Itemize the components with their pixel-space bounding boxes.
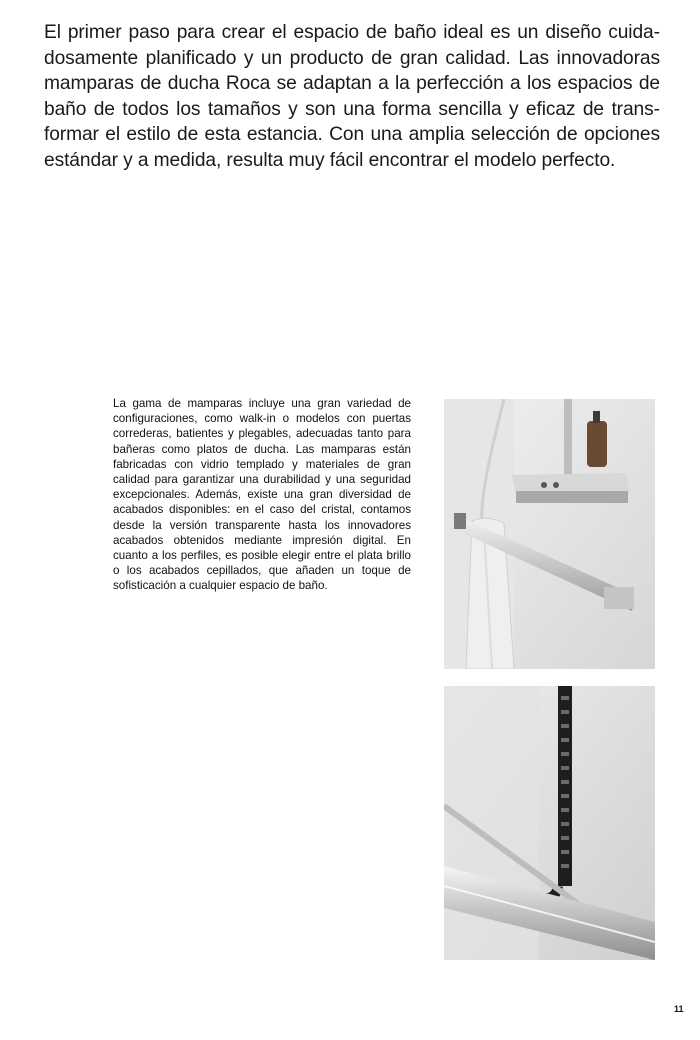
photo-shower-shelf-towel-bar	[444, 399, 655, 669]
photo-glass-panel-profile	[444, 686, 655, 960]
page-number: 11	[674, 1004, 684, 1014]
intro-paragraph: El primer paso para crear el espacio de baño ideal es un diseño cuidadosamente planificado y un producto de gran calidad. Las innovadoras mamparas de ducha Roca se adaptan a la perfección a los espacios de baño de todos los tamaños y son una forma sencilla y eficaz de transformar el estilo de esta estancia. Con una amplia selección de opciones estándar y a medida, resulta muy fácil encontrar el modelo perfecto.	[44, 22, 660, 171]
body-paragraph: La gama de mamparas incluye una gran variedad de configuraciones, como walk-in o modelos con puertas correderas, batientes y plegables, adecuadas tanto para bañeras como platos de ducha. Las mamparas están fabricadas con vidrio templado y materiales de gran calidad para garantizar una durabilidad y una seguridad excepcionales. Además, existe una gran diversidad de acabados disponibles: en el caso del cristal, contamos desde la versión transparente hasta los innovadores acabados obtenidos mediante impresión digital. En cuanto a los perfiles, es posible elegir entre el plata brillo o los acabados cepillados, que añaden un toque de sofisticación a cualquier espacio de baño.	[113, 397, 411, 593]
